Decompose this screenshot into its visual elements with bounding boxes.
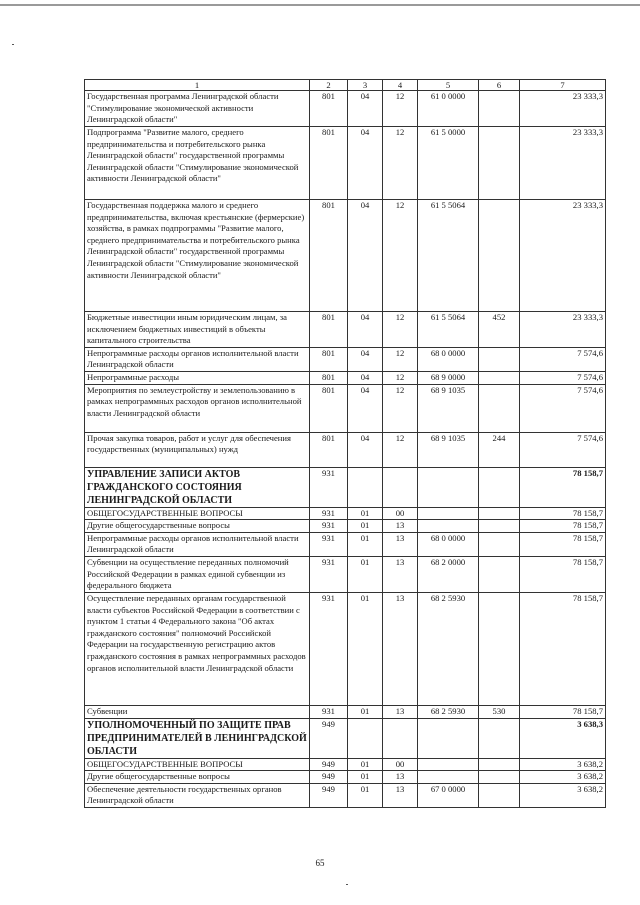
row-amount: 7 574,6	[520, 432, 606, 467]
row-subsection-code: 12	[383, 127, 418, 200]
row-name: Непрограммные расходы органов исполнительной власти Ленинградской области	[85, 347, 310, 371]
row-expense-type	[479, 758, 520, 771]
row-subsection-code: 12	[383, 432, 418, 467]
table-row	[85, 520, 606, 533]
row-section-code: 01	[348, 532, 383, 556]
row-ministry-code: 949	[310, 771, 348, 784]
row-amount: 3 638,2	[520, 758, 606, 771]
row-expense-type	[479, 532, 520, 556]
table-row	[85, 758, 606, 771]
row-target-code: 61 0 0000	[418, 91, 479, 127]
row-subsection-code: 13	[383, 532, 418, 556]
row-section-code: 01	[348, 520, 383, 533]
row-name: Обеспечение деятельности государственных органов Ленинградской области	[85, 783, 310, 807]
row-expense-type	[479, 91, 520, 127]
row-target-code: 68 2 5930	[418, 705, 479, 718]
table-row	[85, 507, 606, 520]
row-name: Другие общегосударственные вопросы	[85, 771, 310, 784]
row-amount: 7 574,6	[520, 384, 606, 432]
row-section-code: 04	[348, 371, 383, 384]
row-ministry-code: 931	[310, 592, 348, 705]
table-row	[85, 532, 606, 556]
table-row	[85, 384, 606, 432]
row-expense-type	[479, 718, 520, 758]
row-expense-type	[479, 127, 520, 200]
header-row	[85, 80, 606, 91]
header-col-7: 7	[520, 80, 606, 91]
row-ministry-code: 801	[310, 127, 348, 200]
scan-top-edge	[0, 4, 640, 6]
row-target-code: 68 2 0000	[418, 556, 479, 592]
row-amount: 78 158,7	[520, 520, 606, 533]
row-subsection-code	[383, 718, 418, 758]
row-target-code: 61 5 5064	[418, 200, 479, 312]
row-amount: 3 638,2	[520, 783, 606, 807]
row-name: Бюджетные инвестиции иным юридическим лицам, за исключением бюджетных инвестиций в объекты капитального строительства	[85, 312, 310, 348]
row-name: Субвенции на осуществление переданных полномочий Российской Федерации в рамках единой субвенции из федерального бюджета	[85, 556, 310, 592]
header-col-6: 6	[479, 80, 520, 91]
row-name: ОБЩЕГОСУДАРСТВЕННЫЕ ВОПРОСЫ	[85, 507, 310, 520]
row-expense-type	[479, 371, 520, 384]
row-target-code: 68 0 0000	[418, 347, 479, 371]
row-subsection-code: 13	[383, 783, 418, 807]
row-expense-type: 452	[479, 312, 520, 348]
row-name: Другие общегосударственные вопросы	[85, 520, 310, 533]
row-ministry-code: 949	[310, 783, 348, 807]
row-section-code: 04	[348, 127, 383, 200]
row-target-code: 68 0 0000	[418, 532, 479, 556]
row-ministry-code: 931	[310, 507, 348, 520]
row-section-code: 01	[348, 783, 383, 807]
row-ministry-code: 931	[310, 532, 348, 556]
row-target-code: 68 9 1035	[418, 384, 479, 432]
row-subsection-code: 13	[383, 592, 418, 705]
row-section-code: 04	[348, 432, 383, 467]
header-col-1: 1	[85, 80, 310, 91]
row-ministry-code: 949	[310, 718, 348, 758]
row-target-code: 68 2 5930	[418, 592, 479, 705]
row-name: ОБЩЕГОСУДАРСТВЕННЫЕ ВОПРОСЫ	[85, 758, 310, 771]
table-row	[85, 771, 606, 784]
row-subsection-code: 12	[383, 312, 418, 348]
row-target-code: 67 0 0000	[418, 783, 479, 807]
table-row	[85, 432, 606, 467]
row-subsection-code: 12	[383, 347, 418, 371]
row-ministry-code: 801	[310, 384, 348, 432]
row-subsection-code: 12	[383, 371, 418, 384]
row-amount: 3 638,3	[520, 718, 606, 758]
table-row	[85, 127, 606, 200]
row-name: Субвенции	[85, 705, 310, 718]
row-section-code	[348, 718, 383, 758]
row-subsection-code: 12	[383, 91, 418, 127]
table-row	[85, 371, 606, 384]
row-target-code: 61 5 0000	[418, 127, 479, 200]
row-ministry-code: 801	[310, 347, 348, 371]
row-subsection-code: 13	[383, 771, 418, 784]
row-expense-type	[479, 467, 520, 507]
row-amount: 78 158,7	[520, 556, 606, 592]
table-row	[85, 347, 606, 371]
row-ministry-code: 931	[310, 556, 348, 592]
row-target-code	[418, 771, 479, 784]
row-amount: 78 158,7	[520, 532, 606, 556]
row-name: УПОЛНОМОЧЕННЫЙ ПО ЗАЩИТЕ ПРАВ ПРЕДПРИНИМАТЕЛЕЙ В ЛЕНИНГРАДСКОЙ ОБЛАСТИ	[85, 718, 310, 758]
row-name: Государственная поддержка малого и среднего предпринимательства, включая крестьянские (фермерские) хозяйства, в рамках подпрограммы "Развитие малого, среднего предпринимательства и потребительского рынка Ленинградской области" государственной программы Ленинградской области "Стимулирование экономической активности Ленинградской области"	[85, 200, 310, 312]
table-row	[85, 705, 606, 718]
row-amount: 7 574,6	[520, 347, 606, 371]
row-target-code: 68 9 1035	[418, 432, 479, 467]
row-subsection-code: 12	[383, 200, 418, 312]
scan-speck	[346, 884, 348, 885]
row-expense-type	[479, 384, 520, 432]
row-target-code: 68 9 0000	[418, 371, 479, 384]
row-ministry-code: 801	[310, 432, 348, 467]
row-subsection-code: 13	[383, 556, 418, 592]
row-amount: 23 333,3	[520, 91, 606, 127]
row-name: Подпрограмма "Развитие малого, среднего предпринимательства и потребительского рынка Ленинградской области" государственной программы Ленинградской области "Стимулирование экономической активности Ленинградской области"	[85, 127, 310, 200]
row-name: Государственная программа Ленинградской области "Стимулирование экономической активности Ленинградской области"	[85, 91, 310, 127]
table-row	[85, 467, 606, 507]
row-expense-type	[479, 200, 520, 312]
row-amount: 3 638,2	[520, 771, 606, 784]
row-target-code	[418, 758, 479, 771]
row-expense-type: 244	[479, 432, 520, 467]
row-target-code	[418, 520, 479, 533]
row-name: Осуществление переданных органам государственной власти субъектов Российской Федерации в соответствии с пунктом 1 статьи 4 Федерального закона "Об актах гражданского состояния" полномочий Российской Федерации на государственную регистрацию актов гражданского состояния в рамках непрограммных расходов органов исполнительной власти Ленинградской области	[85, 592, 310, 705]
row-section-code: 04	[348, 312, 383, 348]
table-row	[85, 91, 606, 127]
row-expense-type	[479, 507, 520, 520]
row-amount: 23 333,3	[520, 200, 606, 312]
row-ministry-code: 949	[310, 758, 348, 771]
row-name: Мероприятия по землеустройству и землепользованию в рамках непрограммных расходов органов исполнительной власти Ленинградской области	[85, 384, 310, 432]
header-col-4: 4	[383, 80, 418, 91]
row-expense-type: 530	[479, 705, 520, 718]
row-expense-type	[479, 556, 520, 592]
row-section-code: 01	[348, 592, 383, 705]
row-amount: 78 158,7	[520, 705, 606, 718]
row-section-code: 04	[348, 200, 383, 312]
row-amount: 7 574,6	[520, 371, 606, 384]
table-row	[85, 592, 606, 705]
table-row	[85, 556, 606, 592]
row-subsection-code: 00	[383, 507, 418, 520]
row-expense-type	[479, 771, 520, 784]
row-ministry-code: 801	[310, 200, 348, 312]
header-col-5: 5	[418, 80, 479, 91]
row-name: УПРАВЛЕНИЕ ЗАПИСИ АКТОВ ГРАЖДАНСКОГО СОСТОЯНИЯ ЛЕНИНГРАДСКОЙ ОБЛАСТИ	[85, 467, 310, 507]
row-amount: 78 158,7	[520, 592, 606, 705]
row-amount: 78 158,7	[520, 467, 606, 507]
row-subsection-code: 13	[383, 705, 418, 718]
header-col-3: 3	[348, 80, 383, 91]
budget-table	[84, 79, 606, 808]
row-name: Непрограммные расходы органов исполнительной власти Ленинградской области	[85, 532, 310, 556]
header-col-2: 2	[310, 80, 348, 91]
row-expense-type	[479, 592, 520, 705]
row-target-code	[418, 507, 479, 520]
table-row	[85, 312, 606, 348]
scan-speck	[12, 44, 14, 45]
row-subsection-code: 00	[383, 758, 418, 771]
row-section-code: 01	[348, 705, 383, 718]
page-number: 65	[315, 858, 325, 868]
row-amount: 23 333,3	[520, 127, 606, 200]
table-row	[85, 200, 606, 312]
row-target-code: 61 5 5064	[418, 312, 479, 348]
row-subsection-code	[383, 467, 418, 507]
row-ministry-code: 931	[310, 467, 348, 507]
row-subsection-code: 13	[383, 520, 418, 533]
row-section-code: 04	[348, 384, 383, 432]
table-row	[85, 783, 606, 807]
row-ministry-code: 801	[310, 91, 348, 127]
row-section-code: 01	[348, 556, 383, 592]
row-subsection-code: 12	[383, 384, 418, 432]
table-row	[85, 718, 606, 758]
row-name: Непрограммные расходы	[85, 371, 310, 384]
row-amount: 78 158,7	[520, 507, 606, 520]
row-section-code: 01	[348, 758, 383, 771]
row-section-code: 04	[348, 347, 383, 371]
row-section-code: 04	[348, 91, 383, 127]
row-expense-type	[479, 783, 520, 807]
row-ministry-code: 801	[310, 371, 348, 384]
row-expense-type	[479, 347, 520, 371]
row-expense-type	[479, 520, 520, 533]
row-ministry-code: 931	[310, 520, 348, 533]
row-ministry-code: 931	[310, 705, 348, 718]
row-section-code	[348, 467, 383, 507]
row-target-code	[418, 718, 479, 758]
row-section-code: 01	[348, 771, 383, 784]
row-ministry-code: 801	[310, 312, 348, 348]
row-target-code	[418, 467, 479, 507]
row-section-code: 01	[348, 507, 383, 520]
row-amount: 23 333,3	[520, 312, 606, 348]
row-name: Прочая закупка товаров, работ и услуг для обеспечения государственных (муниципальных) нужд	[85, 432, 310, 467]
